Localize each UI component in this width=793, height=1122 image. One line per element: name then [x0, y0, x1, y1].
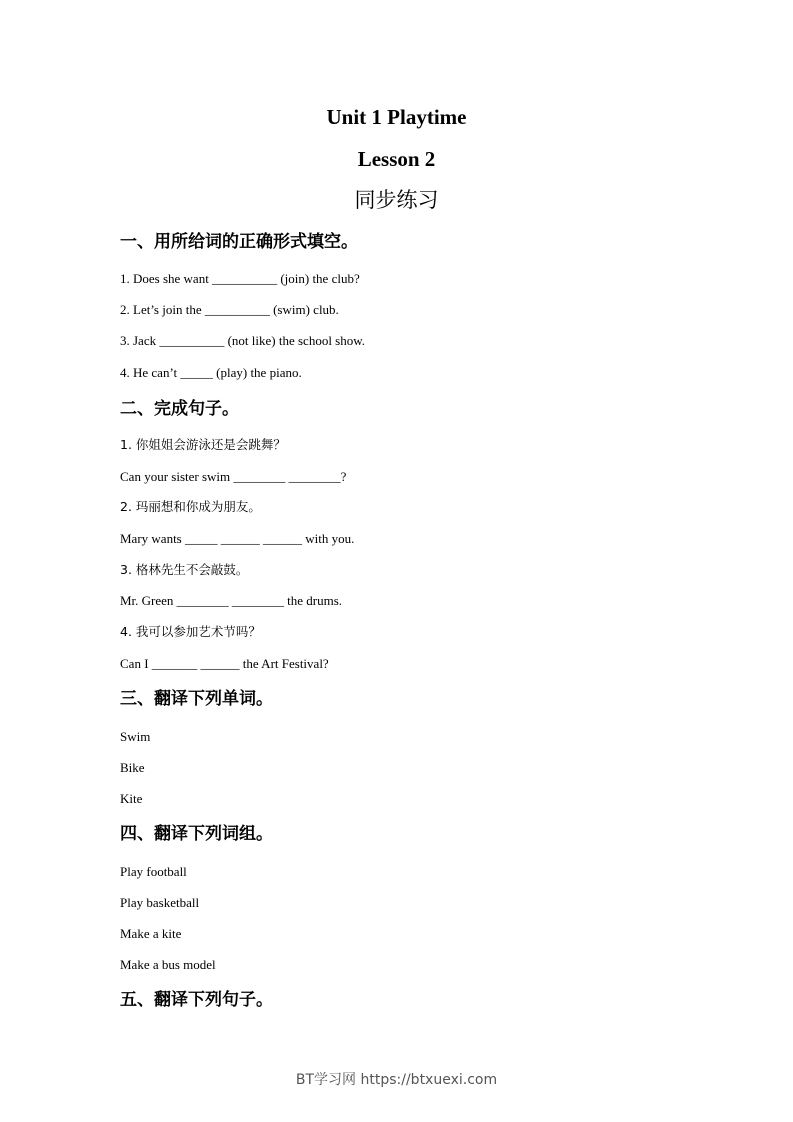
phrase-item: Play basketball: [120, 895, 200, 910]
chinese-prompt: 1. 你姐姐会游泳还是会跳舞？: [120, 437, 286, 452]
section-5-heading: 五、翻译下列句子。: [120, 990, 273, 1010]
english-sentence: Can I _______ ______ the Art Festival?: [120, 656, 329, 671]
chinese-prompt: 2. 玛丽想和你成为朋友。: [120, 499, 261, 514]
section-4-heading: 四、翻译下列词组。: [120, 824, 273, 844]
exercise-line: 1. Does she want __________ (join) the club?: [120, 271, 360, 286]
phrase-item: Make a bus model: [120, 957, 216, 972]
word-item: Kite: [120, 791, 143, 806]
word-item: Swim: [120, 729, 151, 744]
lesson-title: Lesson 2: [357, 147, 436, 171]
english-sentence: Mr. Green ________ ________ the drums.: [120, 593, 343, 608]
exercise-line: 3. Jack __________ (not like) the school show.: [120, 333, 366, 348]
phrase-item: Play football: [120, 864, 187, 879]
exercise-line: 4. He can’t _____ (play) the piano.: [120, 365, 302, 380]
english-sentence: Mary wants _____ ______ ______ with you.: [120, 531, 355, 546]
phrase-item: Make a kite: [120, 926, 182, 941]
english-sentence: Can your sister swim ________ ________?: [120, 469, 347, 484]
page-title: Unit 1 Playtime: [326, 105, 467, 129]
chinese-prompt: 3. 格林先生不会敲鼓。: [120, 562, 249, 577]
section-1-heading: 一、用所给词的正确形式填空。: [120, 232, 358, 252]
page-subtitle: 同步练习: [354, 188, 439, 212]
footer-watermark: BT学习网 https://btxuexi.com: [295, 1072, 498, 1088]
section-3-heading: 三、翻译下列单词。: [120, 689, 273, 709]
exercise-line: 2. Let’s join the __________ (swim) club.: [120, 302, 339, 317]
word-item: Bike: [120, 760, 145, 775]
section-2-heading: 二、完成句子。: [120, 399, 239, 419]
chinese-prompt: 4. 我可以参加艺术节吗？: [120, 624, 261, 639]
